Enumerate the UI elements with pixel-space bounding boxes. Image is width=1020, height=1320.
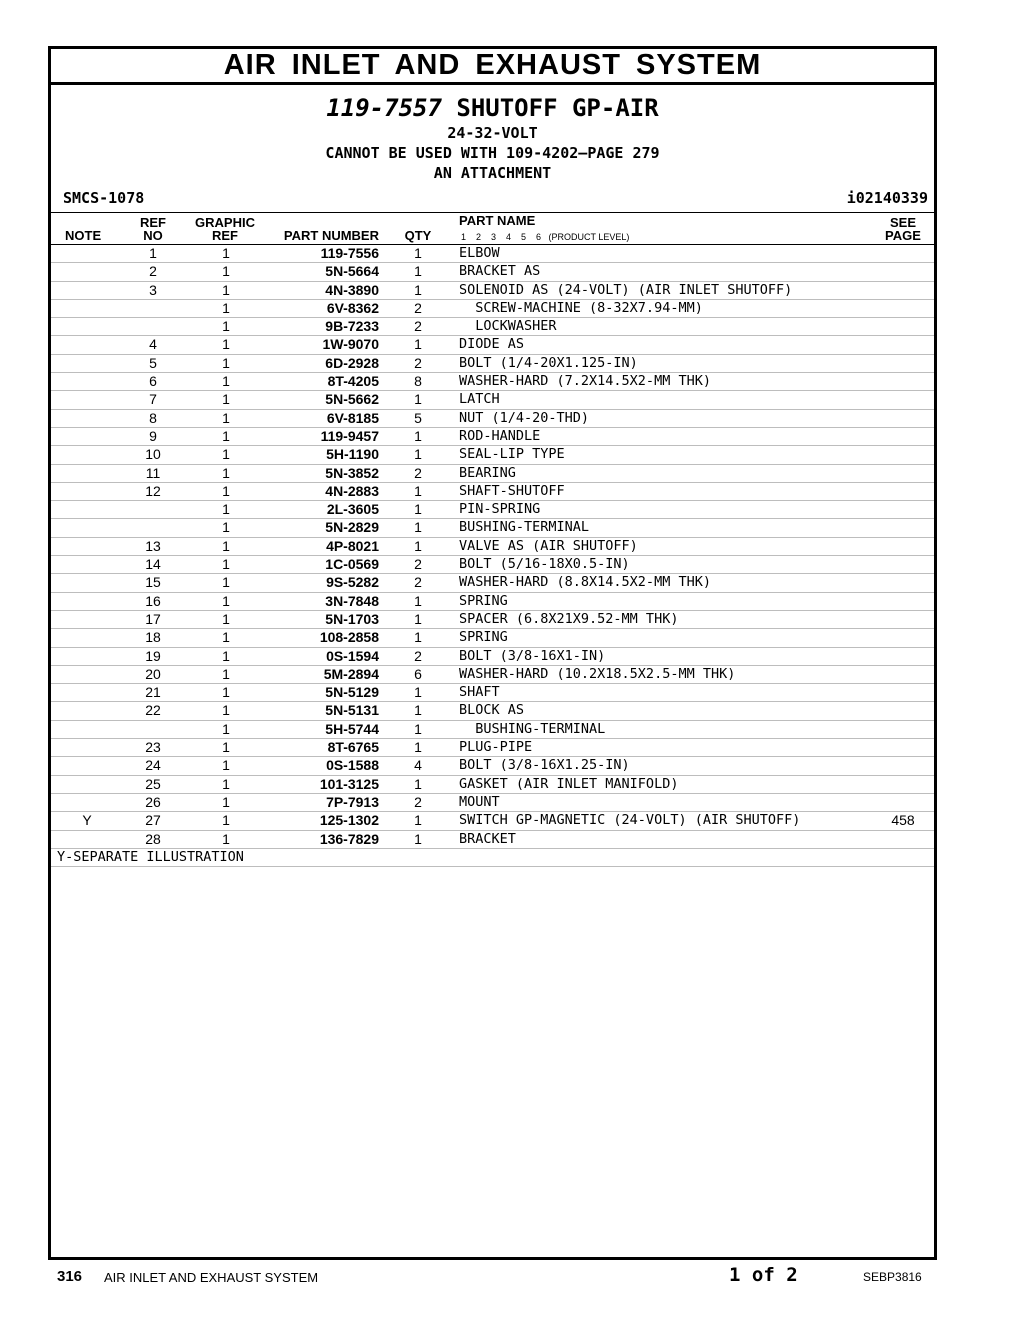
col-graphic-ref-bottom: REF	[212, 228, 238, 243]
qty-cell: 2	[414, 793, 422, 810]
table-row	[51, 410, 934, 428]
table-row	[51, 611, 934, 629]
graphic-ref-cell: 1	[222, 610, 230, 627]
ref-no-cell: 24	[145, 757, 161, 774]
table-row	[51, 721, 934, 739]
table-row	[51, 629, 934, 647]
part-number-cell: 4N-3890	[325, 281, 379, 298]
part-number-cell: 6D-2928	[325, 354, 379, 371]
graphic-ref-cell: 1	[222, 446, 230, 463]
ref-no-cell: 15	[145, 574, 161, 591]
part-number-cell: 5H-5744	[325, 720, 379, 737]
illustration-id: i02140339	[846, 189, 928, 207]
table-row	[51, 812, 934, 830]
ref-no-cell: 27	[145, 812, 161, 829]
part-name-cell: BOLT (3/8-16X1-IN)	[459, 647, 606, 664]
qty-cell: 1	[414, 812, 422, 829]
ref-no-cell: 22	[145, 702, 161, 719]
ref-no-cell: 2	[149, 263, 157, 280]
col-part-number: PART NUMBER	[283, 228, 379, 243]
graphic-ref-cell: 1	[222, 464, 230, 481]
part-number-cell: 119-9457	[320, 427, 379, 444]
table-row	[51, 574, 934, 592]
part-number-cell: 5N-5129	[325, 684, 379, 701]
graphic-ref-cell: 1	[222, 281, 230, 298]
table-row	[51, 666, 934, 684]
part-name-cell: BUSHING-TERMINAL	[459, 519, 590, 536]
part-number-cell: 3N-7848	[325, 592, 379, 609]
part-number-cell: 9S-5282	[326, 574, 379, 591]
part-number-cell: 108-2858	[319, 629, 379, 646]
ref-no-cell: 12	[145, 482, 161, 499]
qty-cell: 2	[414, 318, 422, 335]
qty-cell: 1	[414, 427, 422, 444]
graphic-ref-cell: 1	[222, 556, 230, 573]
part-number-cell: 5N-5131	[325, 702, 379, 719]
part-number-cell: 1W-9070	[322, 336, 379, 353]
table-row	[51, 684, 934, 702]
qty-cell: 1	[414, 610, 422, 627]
qty-cell: 1	[414, 501, 422, 518]
qty-cell: 6	[414, 665, 422, 682]
table-row	[51, 501, 934, 519]
part-number-cell: 101-3125	[319, 775, 379, 792]
part-number-cell: 5H-1190	[326, 446, 379, 463]
ref-no-cell: 26	[145, 793, 161, 810]
part-name-cell: LATCH	[459, 391, 500, 408]
ref-no-cell: 13	[145, 537, 161, 554]
table-row	[51, 831, 934, 849]
qty-cell: 2	[414, 647, 422, 664]
part-number-cell: 6V-8185	[326, 409, 379, 426]
col-ref-no-bottom: NO	[143, 228, 163, 243]
part-name-cell: SEAL-LIP TYPE	[459, 446, 565, 463]
part-name-cell: ELBOW	[459, 245, 500, 261]
part-name-cell: ROD-HANDLE	[459, 427, 541, 444]
see-page-cell: 458	[891, 812, 915, 829]
qty-cell: 1	[414, 519, 422, 536]
qty-cell: 1	[414, 830, 422, 847]
qty-cell: 1	[414, 629, 422, 646]
part-name-cell: SWITCH GP-MAGNETIC (24-VOLT) (AIR SHUTOFF)	[459, 812, 801, 829]
part-name-cell: SPACER (6.8X21X9.52-MM THK)	[459, 610, 679, 627]
part-name-cell: WASHER-HARD (8.8X14.5X2-MM THK)	[459, 574, 711, 591]
ref-no-cell: 18	[145, 629, 161, 646]
part-number-cell: 8T-4205	[327, 373, 379, 390]
table-row	[51, 593, 934, 611]
footnote: Y-SEPARATE ILLUSTRATION	[51, 849, 934, 867]
graphic-ref-cell: 1	[222, 812, 230, 829]
part-name-cell: GASKET (AIR INLET MANIFOLD)	[459, 775, 679, 792]
graphic-ref-cell: 1	[222, 501, 230, 518]
graphic-ref-cell: 1	[222, 665, 230, 682]
table-row	[51, 318, 934, 336]
graphic-ref-cell: 1	[222, 482, 230, 499]
table-row	[51, 465, 934, 483]
qty-cell: 1	[414, 336, 422, 353]
part-name-cell: WASHER-HARD (7.2X14.5X2-MM THK)	[459, 373, 711, 390]
table-row	[51, 355, 934, 373]
part-number-cell: 119-7556	[320, 245, 379, 261]
group-subtitle-attachment: AN ATTACHMENT	[433, 164, 552, 182]
col-see-page-top: SEE	[889, 215, 916, 230]
part-name-cell: BOLT (1/4-20X1.125-IN)	[459, 354, 638, 371]
ref-no-cell: 1	[149, 245, 157, 261]
sheet-indicator: 1 of 2	[729, 1264, 798, 1286]
part-name-cell: LOCKWASHER	[459, 318, 557, 335]
part-name-cell: WASHER-HARD (10.2X18.5X2.5-MM THK)	[459, 665, 736, 682]
ref-no-cell: 6	[149, 373, 157, 390]
qty-cell: 2	[414, 556, 422, 573]
col-see-page-bottom: PAGE	[885, 228, 921, 243]
qty-cell: 1	[414, 263, 422, 280]
col-qty: QTY	[404, 228, 432, 243]
part-number-cell: 1C-0569	[325, 556, 379, 573]
group-name: SHUTOFF GP-AIR	[456, 94, 659, 122]
ref-no-cell: 8	[149, 409, 157, 426]
col-part-name: PART NAME	[459, 213, 536, 228]
part-name-cell: BOLT (3/8-16X1.25-IN)	[459, 757, 630, 774]
qty-cell: 2	[414, 464, 422, 481]
note-cell: Y	[82, 812, 92, 829]
part-name-cell: SHAFT-SHUTOFF	[459, 482, 565, 499]
part-number-cell: 0S-1594	[326, 647, 379, 664]
ref-no-cell: 3	[149, 281, 157, 298]
part-name-cell: MOUNT	[459, 793, 500, 810]
graphic-ref-cell: 1	[222, 537, 230, 554]
ref-no-cell: 9	[149, 427, 157, 444]
graphic-ref-cell: 1	[222, 702, 230, 719]
ref-no-cell: 16	[145, 592, 161, 609]
part-number-cell: 5N-5662	[325, 391, 379, 408]
qty-cell: 1	[414, 281, 422, 298]
graphic-ref-cell: 1	[222, 757, 230, 774]
qty-cell: 1	[414, 684, 422, 701]
parts-page-frame	[48, 46, 937, 1260]
group-header	[51, 85, 934, 213]
part-name-cell: PIN-SPRING	[459, 501, 541, 518]
part-name-cell: SPRING	[459, 592, 508, 609]
group-subtitle-compatibility: CANNOT BE USED WITH 109-4202—PAGE 279	[325, 144, 660, 162]
table-row	[51, 648, 934, 666]
graphic-ref-cell: 1	[222, 684, 230, 701]
part-number-cell: 4N-2883	[325, 482, 379, 499]
part-name-cell: SPRING	[459, 629, 508, 646]
graphic-ref-cell: 1	[222, 354, 230, 371]
graphic-ref-cell: 1	[222, 263, 230, 280]
page-footer	[0, 1262, 1020, 1292]
graphic-ref-cell: 1	[222, 409, 230, 426]
part-name-cell: BUSHING-TERMINAL	[459, 720, 606, 737]
page-number: 316	[57, 1268, 83, 1285]
graphic-ref-cell: 1	[222, 299, 230, 316]
table-row	[51, 263, 934, 281]
part-name-cell: NUT (1/4-20-THD)	[459, 409, 590, 426]
part-name-cell: BRACKET	[459, 830, 516, 847]
graphic-ref-cell: 1	[222, 519, 230, 536]
part-name-cell: BOLT (5/16-18X0.5-IN)	[459, 556, 630, 573]
graphic-ref-cell: 1	[222, 739, 230, 756]
table-row	[51, 245, 934, 263]
qty-cell: 1	[414, 739, 422, 756]
qty-cell: 2	[414, 574, 422, 591]
part-number-cell: 5N-1703	[325, 610, 379, 627]
part-number-cell: 8T-6765	[327, 739, 379, 756]
table-row	[51, 483, 934, 501]
part-name-cell: PLUG-PIPE	[459, 739, 533, 756]
table-row	[51, 391, 934, 409]
part-number-cell: 4P-8021	[326, 537, 379, 554]
table-row	[51, 336, 934, 354]
qty-cell: 2	[414, 354, 422, 371]
parts-list	[51, 245, 934, 849]
table-row	[51, 739, 934, 757]
graphic-ref-cell: 1	[222, 647, 230, 664]
qty-cell: 2	[414, 299, 422, 316]
ref-no-cell: 14	[145, 556, 161, 573]
qty-cell: 1	[414, 537, 422, 554]
graphic-ref-cell: 1	[222, 793, 230, 810]
ref-no-cell: 28	[145, 830, 161, 847]
ref-no-cell: 7	[149, 391, 157, 408]
qty-cell: 1	[414, 391, 422, 408]
graphic-ref-cell: 1	[222, 391, 230, 408]
qty-cell: 1	[414, 702, 422, 719]
part-name-cell: SCREW-MACHINE (8-32X7.94-MM)	[459, 299, 703, 316]
part-name-cell: BLOCK AS	[459, 702, 525, 719]
table-row	[51, 556, 934, 574]
graphic-ref-cell: 1	[222, 830, 230, 847]
ref-no-cell: 25	[145, 775, 161, 792]
ref-no-cell: 23	[145, 739, 161, 756]
group-subtitle-voltage: 24-32-VOLT	[447, 124, 538, 142]
ref-no-cell: 5	[149, 354, 157, 371]
ref-no-cell: 21	[145, 684, 161, 701]
graphic-ref-cell: 1	[222, 720, 230, 737]
graphic-ref-cell: 1	[222, 427, 230, 444]
qty-cell: 1	[414, 775, 422, 792]
table-row	[51, 519, 934, 537]
part-number-cell: 5N-3852	[325, 464, 379, 481]
ref-no-cell: 17	[145, 610, 161, 627]
part-number-cell: 5N-5664	[325, 263, 379, 280]
part-number-cell: 2L-3605	[326, 501, 379, 518]
ref-no-cell: 19	[145, 647, 161, 664]
table-row	[51, 446, 934, 464]
table-row	[51, 300, 934, 318]
footer-section-title: AIR INLET AND EXHAUST SYSTEM	[104, 1270, 319, 1285]
part-number-cell: 7P-7913	[326, 793, 379, 810]
document-id: SEBP3816	[863, 1270, 922, 1284]
graphic-ref-cell: 1	[222, 336, 230, 353]
table-row	[51, 282, 934, 300]
table-row	[51, 538, 934, 556]
qty-cell: 1	[414, 245, 422, 261]
col-product-levels: 1 2 3 4 5 6 (PRODUCT LEVEL)	[461, 232, 630, 242]
smcs-code: SMCS-1078	[63, 189, 145, 207]
graphic-ref-cell: 1	[222, 574, 230, 591]
qty-cell: 1	[414, 592, 422, 609]
part-number-cell: 136-7829	[319, 830, 379, 847]
qty-cell: 1	[414, 482, 422, 499]
part-name-cell: BEARING	[459, 464, 516, 481]
col-graphic-ref-top: GRAPHIC	[195, 215, 255, 230]
qty-cell: 4	[414, 757, 422, 774]
table-row	[51, 757, 934, 775]
graphic-ref-cell: 1	[222, 245, 230, 261]
part-number-cell: 9B-7233	[325, 318, 379, 335]
ref-no-cell: 20	[145, 665, 161, 682]
part-number-cell: 5M-2894	[323, 665, 379, 682]
column-headers	[51, 213, 934, 245]
col-ref-no-top: REF	[140, 215, 166, 230]
qty-cell: 1	[414, 446, 422, 463]
qty-cell: 5	[414, 409, 422, 426]
section-title: AIR INLET AND EXHAUST SYSTEM	[51, 49, 934, 85]
ref-no-cell: 10	[145, 446, 161, 463]
graphic-ref-cell: 1	[222, 592, 230, 609]
part-number-cell: 0S-1588	[326, 757, 379, 774]
table-row	[51, 428, 934, 446]
group-number: 119-7557	[326, 94, 442, 122]
col-note: NOTE	[65, 228, 102, 243]
part-number-cell: 6V-8362	[326, 299, 379, 316]
part-name-cell: DIODE AS	[459, 336, 525, 353]
part-number-cell: 5N-2829	[325, 519, 379, 536]
graphic-ref-cell: 1	[222, 629, 230, 646]
table-row	[51, 794, 934, 812]
qty-cell: 8	[414, 373, 422, 390]
ref-no-cell: 4	[149, 336, 157, 353]
table-row	[51, 373, 934, 391]
part-name-cell: SHAFT	[459, 684, 500, 701]
part-name-cell: VALVE AS (AIR SHUTOFF)	[459, 537, 638, 554]
graphic-ref-cell: 1	[222, 318, 230, 335]
qty-cell: 1	[414, 720, 422, 737]
graphic-ref-cell: 1	[222, 775, 230, 792]
group-title	[51, 94, 934, 122]
graphic-ref-cell: 1	[222, 373, 230, 390]
ref-no-cell: 11	[145, 464, 161, 481]
part-name-cell: SOLENOID AS (24-VOLT) (AIR INLET SHUTOFF)	[459, 281, 793, 298]
table-row	[51, 702, 934, 720]
part-name-cell: BRACKET AS	[459, 263, 541, 280]
part-number-cell: 125-1302	[319, 812, 379, 829]
table-row	[51, 776, 934, 794]
